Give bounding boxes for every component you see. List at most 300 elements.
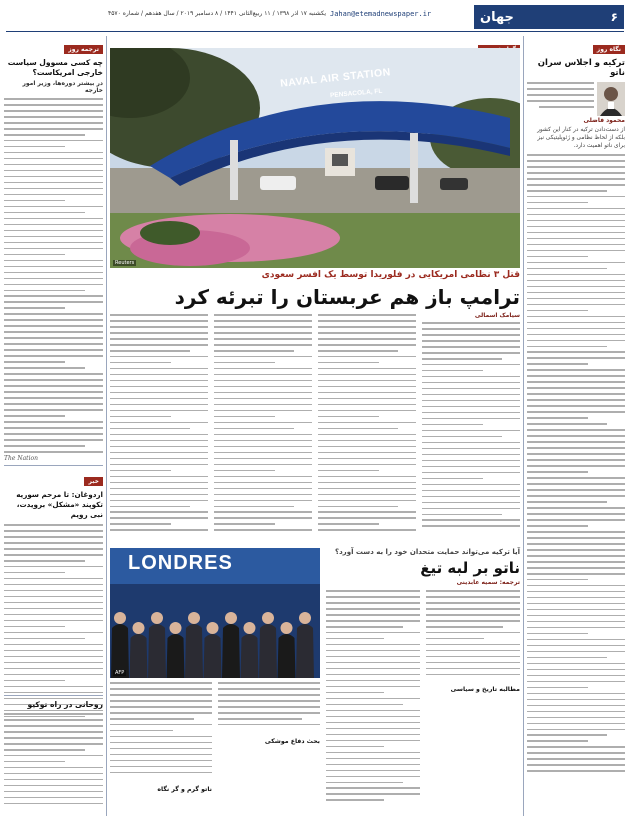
text-line (4, 367, 85, 369)
text-line (4, 548, 103, 550)
text-line (318, 517, 416, 519)
text-line (110, 718, 194, 720)
story-headline: ترامپ باز هم عربستان را تبرئه کرد (174, 285, 520, 309)
text-line (326, 752, 420, 754)
text-line (527, 214, 625, 216)
text-line (326, 698, 420, 700)
text-line (4, 373, 103, 375)
text-line (426, 644, 520, 646)
text-line (214, 517, 312, 519)
text-line (110, 766, 212, 768)
text-line (214, 416, 275, 418)
text-line (422, 412, 520, 414)
text-line (110, 736, 212, 738)
text-line (527, 447, 625, 449)
text-line (4, 158, 103, 160)
text-line (527, 465, 625, 467)
text-line (110, 730, 173, 732)
text-line (214, 482, 312, 484)
text-line (214, 374, 312, 376)
text-line (4, 620, 103, 622)
text-line (318, 506, 398, 508)
text-line (527, 232, 625, 234)
text-line (4, 409, 103, 411)
article-title: روحانی در راه توکیو (27, 700, 103, 709)
text-line (318, 470, 379, 472)
text-line (422, 352, 520, 354)
text-line (110, 482, 208, 484)
text-line (527, 717, 625, 719)
text-line (214, 350, 294, 352)
text-line (110, 362, 171, 364)
text-line (4, 236, 103, 238)
body-column-1 (422, 322, 520, 531)
text-line (527, 184, 625, 186)
text-line (110, 314, 208, 316)
article-body-lines (4, 713, 103, 809)
text-line (4, 248, 103, 250)
text-line (4, 785, 103, 787)
text-line (4, 266, 103, 268)
figure-head (151, 612, 163, 624)
text-line (426, 638, 484, 640)
article-author: در بیشتر دوره‌ها، وزیر امور خارجه (22, 80, 103, 94)
text-line (318, 350, 398, 352)
text-line (110, 748, 212, 750)
text-line (326, 614, 420, 616)
text-line (4, 542, 103, 544)
nato-story-body-lower (110, 682, 320, 818)
text-line (422, 454, 520, 456)
text-line (4, 415, 65, 417)
text-line (422, 442, 520, 444)
lead-text-lines (527, 82, 594, 112)
text-line (110, 511, 208, 513)
section-title: جهان (480, 9, 514, 25)
text-line (110, 422, 208, 424)
sub-heading: بحث دفاع موشکی (264, 738, 320, 745)
text-line (110, 344, 208, 346)
text-line (4, 725, 103, 727)
text-line (527, 298, 625, 300)
text-line (4, 116, 103, 118)
text-line (422, 519, 520, 521)
text-line (4, 584, 103, 586)
text-line (4, 152, 103, 154)
text-line (527, 316, 625, 318)
text-line (110, 332, 208, 334)
text-line (218, 718, 302, 720)
figure-head (114, 612, 126, 624)
text-line (527, 657, 607, 659)
text-line (110, 440, 208, 442)
text-line (527, 591, 625, 593)
text-line (422, 376, 520, 378)
text-line (422, 448, 520, 450)
text-line (326, 787, 420, 789)
text-line (326, 602, 420, 604)
figure-head (170, 622, 182, 634)
text-line (214, 494, 312, 496)
text-line (326, 770, 420, 772)
author-photo (597, 82, 625, 116)
text-line (4, 110, 103, 112)
text-line (422, 382, 520, 384)
text-line (326, 746, 384, 748)
text-line (214, 320, 312, 322)
text-line (326, 686, 420, 688)
text-line (214, 434, 312, 436)
page-number: ۶ (610, 10, 618, 24)
article-body-lines (4, 98, 103, 457)
body-column-4 (110, 682, 212, 778)
text-line (527, 405, 625, 407)
text-line (318, 392, 416, 394)
text-line (110, 712, 212, 714)
text-line (318, 380, 416, 382)
text-line (110, 452, 208, 454)
text-line (4, 188, 103, 190)
text-line (110, 517, 208, 519)
text-line (527, 693, 625, 695)
text-line (110, 380, 208, 382)
text-line (214, 338, 312, 340)
text-line (218, 724, 320, 726)
text-line (527, 621, 625, 623)
text-line (527, 250, 625, 252)
text-line (426, 674, 520, 676)
text-line (110, 700, 212, 702)
text-line (527, 555, 625, 557)
text-line (326, 716, 420, 718)
text-line (4, 737, 103, 739)
text-line (527, 322, 625, 324)
text-line (326, 734, 420, 736)
text-line (527, 543, 625, 545)
article-body-lines (527, 154, 625, 776)
text-line (214, 332, 312, 334)
figure-body (296, 624, 314, 678)
text-line (4, 200, 65, 202)
text-line (326, 680, 420, 682)
text-line (527, 764, 625, 766)
text-line (326, 638, 384, 640)
body-column-4 (110, 314, 208, 535)
text-line (4, 572, 65, 574)
text-line (110, 772, 212, 774)
text-line (318, 410, 416, 412)
text-line (527, 220, 625, 222)
text-line (527, 633, 588, 635)
text-line (4, 391, 103, 393)
text-line (326, 710, 420, 712)
text-line (214, 476, 312, 478)
text-line (422, 424, 483, 426)
text-line (527, 375, 625, 377)
photo-sign-londres: LONDRES (128, 552, 233, 574)
text-line (4, 686, 103, 688)
text-line (326, 668, 420, 670)
text-line (4, 349, 103, 351)
text-line (426, 650, 520, 652)
text-line (4, 761, 65, 763)
text-line (527, 561, 625, 563)
article-body-lines (4, 524, 103, 721)
text-line (110, 682, 212, 684)
text-line (110, 754, 212, 756)
text-line (527, 729, 625, 731)
figure-head (133, 622, 145, 634)
text-line (4, 773, 103, 775)
text-line (110, 476, 208, 478)
text-line (214, 356, 312, 358)
figure-head (262, 612, 274, 624)
text-line (318, 511, 416, 513)
text-line (318, 356, 416, 358)
text-line (110, 464, 208, 466)
body-column-3 (214, 314, 312, 535)
text-line (214, 386, 312, 388)
text-line (527, 334, 625, 336)
text-line (214, 529, 312, 531)
figure-body (148, 624, 166, 678)
text-line (4, 140, 103, 142)
text-line (4, 638, 85, 640)
text-line (4, 212, 85, 214)
text-line (527, 471, 588, 473)
text-line (214, 428, 294, 430)
text-line (527, 393, 625, 395)
text-line (422, 406, 520, 408)
text-line (527, 429, 625, 431)
text-line (527, 304, 625, 306)
text-line (318, 404, 416, 406)
text-line (110, 724, 212, 726)
text-line (318, 434, 416, 436)
text-line (4, 421, 103, 423)
text-line (4, 397, 103, 399)
text-line (527, 310, 588, 312)
text-line (110, 416, 171, 418)
text-line (326, 632, 420, 634)
text-line (318, 416, 379, 418)
text-line (318, 326, 416, 328)
text-line (422, 496, 520, 498)
text-line (318, 368, 416, 370)
text-line (4, 578, 103, 580)
text-line (4, 779, 103, 781)
website-email[interactable]: Jahan@etemadnewspaper.ir (330, 10, 432, 18)
text-line (214, 362, 275, 364)
text-line (4, 731, 103, 733)
figure-head (244, 622, 256, 634)
text-line (214, 446, 312, 448)
nato-story-head (324, 548, 520, 586)
text-line (4, 743, 103, 745)
text-line (318, 482, 416, 484)
text-line (527, 363, 588, 365)
text-line (527, 651, 625, 653)
text-line (4, 524, 103, 526)
text-line (527, 238, 625, 240)
section-label: نگاه روز (593, 45, 625, 54)
text-line (4, 719, 103, 721)
text-line (527, 746, 625, 748)
text-line (110, 410, 208, 412)
text-line (426, 632, 520, 634)
text-line (4, 536, 103, 538)
text-line (527, 681, 625, 683)
main-story-photo (110, 48, 520, 268)
text-line (4, 379, 103, 381)
text-line (4, 301, 103, 303)
text-line (214, 440, 312, 442)
text-line (326, 596, 420, 598)
text-line (318, 523, 379, 525)
text-line (527, 411, 625, 413)
text-line (4, 218, 103, 220)
text-line (318, 314, 416, 316)
issue-meta: یکشنبه ۱۷ آذر ۱۳۹۸ / ۱۱ ربیع‌الثانی ۱۴۴۱ / ۸ دسامبر ۲۰۱۹ / سال هفدهم / شماره ۴۵۷۰ (107, 10, 326, 17)
text-line (426, 602, 520, 604)
text-line (110, 398, 208, 400)
text-line (4, 307, 65, 309)
text-line (527, 441, 625, 443)
text-line (110, 523, 171, 525)
figure-body (185, 624, 203, 678)
text-line (4, 176, 103, 178)
text-line (527, 669, 625, 671)
text-line (214, 422, 312, 424)
text-line (4, 343, 103, 345)
text-line (527, 675, 625, 677)
divider (4, 465, 103, 466)
text-line (218, 712, 320, 714)
figure-body (278, 634, 296, 678)
text-line (4, 803, 103, 805)
column-rule-right (523, 36, 524, 816)
text-line (422, 346, 520, 348)
text-line (4, 680, 65, 682)
text-line (4, 626, 65, 628)
text-line (527, 274, 625, 276)
text-line (110, 356, 208, 358)
text-line (4, 284, 103, 286)
figure-head (299, 612, 311, 624)
body-column-3 (218, 682, 320, 730)
column-rule-left (106, 36, 107, 816)
text-line (527, 663, 625, 665)
text-line (326, 782, 403, 784)
text-line (214, 326, 312, 328)
text-line (422, 525, 520, 527)
text-line (527, 196, 625, 198)
text-line (4, 337, 103, 339)
text-line (326, 722, 420, 724)
text-line (527, 190, 607, 192)
text-line (4, 290, 85, 292)
text-line (318, 428, 398, 430)
photo-sign-naval: NAVAL AIR STATION (279, 66, 392, 90)
text-line (214, 500, 312, 502)
text-line (4, 749, 85, 751)
text-line (527, 286, 625, 288)
text-line (527, 381, 625, 383)
text-line (4, 361, 65, 363)
text-line (110, 742, 212, 744)
text-line (318, 500, 416, 502)
left-bottom-article (4, 698, 103, 809)
text-line (318, 458, 416, 460)
article-title: اردوغان: تا مرحم سوریه تکوپند «مشکل» برویدت، نبی رویم (16, 490, 103, 519)
text-line (527, 453, 625, 455)
text-line (4, 325, 103, 327)
text-line (4, 644, 103, 646)
photo-credit: AFP (115, 670, 125, 676)
text-line (326, 644, 420, 646)
text-line (4, 295, 103, 297)
text-line (214, 314, 312, 316)
text-line (527, 357, 625, 359)
text-line (527, 495, 625, 497)
text-line (527, 609, 625, 611)
figure-body (130, 634, 148, 678)
text-line (426, 614, 520, 616)
divider (4, 695, 103, 696)
text-line (110, 350, 190, 352)
section-label: ترجمه روز (64, 45, 103, 54)
text-line (4, 385, 103, 387)
text-line (326, 758, 420, 760)
text-line (4, 242, 103, 244)
left-top-article (4, 36, 103, 462)
text-line (326, 626, 403, 628)
text-line (214, 344, 312, 346)
body-column-2 (326, 590, 420, 805)
text-line (4, 230, 103, 232)
story-headline: ناتو بر لبه تیغ (420, 559, 520, 577)
text-line (527, 585, 625, 587)
text-line (527, 687, 588, 689)
text-line (214, 380, 312, 382)
photo-sign-pensacola: PENSACOLA, FL (329, 87, 383, 100)
text-line (110, 368, 208, 370)
text-line (422, 388, 520, 390)
sub-heading: مطالبه تاریخ و سیاسی (450, 686, 520, 693)
text-line (214, 398, 312, 400)
sub-heading: ناتو گرم و گر نگاه (157, 786, 212, 793)
figure-head (225, 612, 237, 624)
text-line (110, 694, 212, 696)
text-line (4, 602, 103, 604)
text-line (422, 436, 502, 438)
text-line (4, 566, 103, 568)
text-line (110, 392, 208, 394)
text-line (422, 334, 520, 336)
text-line (527, 537, 625, 539)
text-line (527, 328, 625, 330)
text-line (422, 370, 483, 372)
text-line (318, 362, 379, 364)
text-line (318, 398, 416, 400)
text-line (110, 374, 208, 376)
text-line (527, 699, 625, 701)
text-line (4, 439, 103, 441)
text-line (527, 501, 607, 503)
text-line (422, 418, 520, 420)
text-line (110, 706, 212, 708)
text-line (527, 507, 625, 509)
